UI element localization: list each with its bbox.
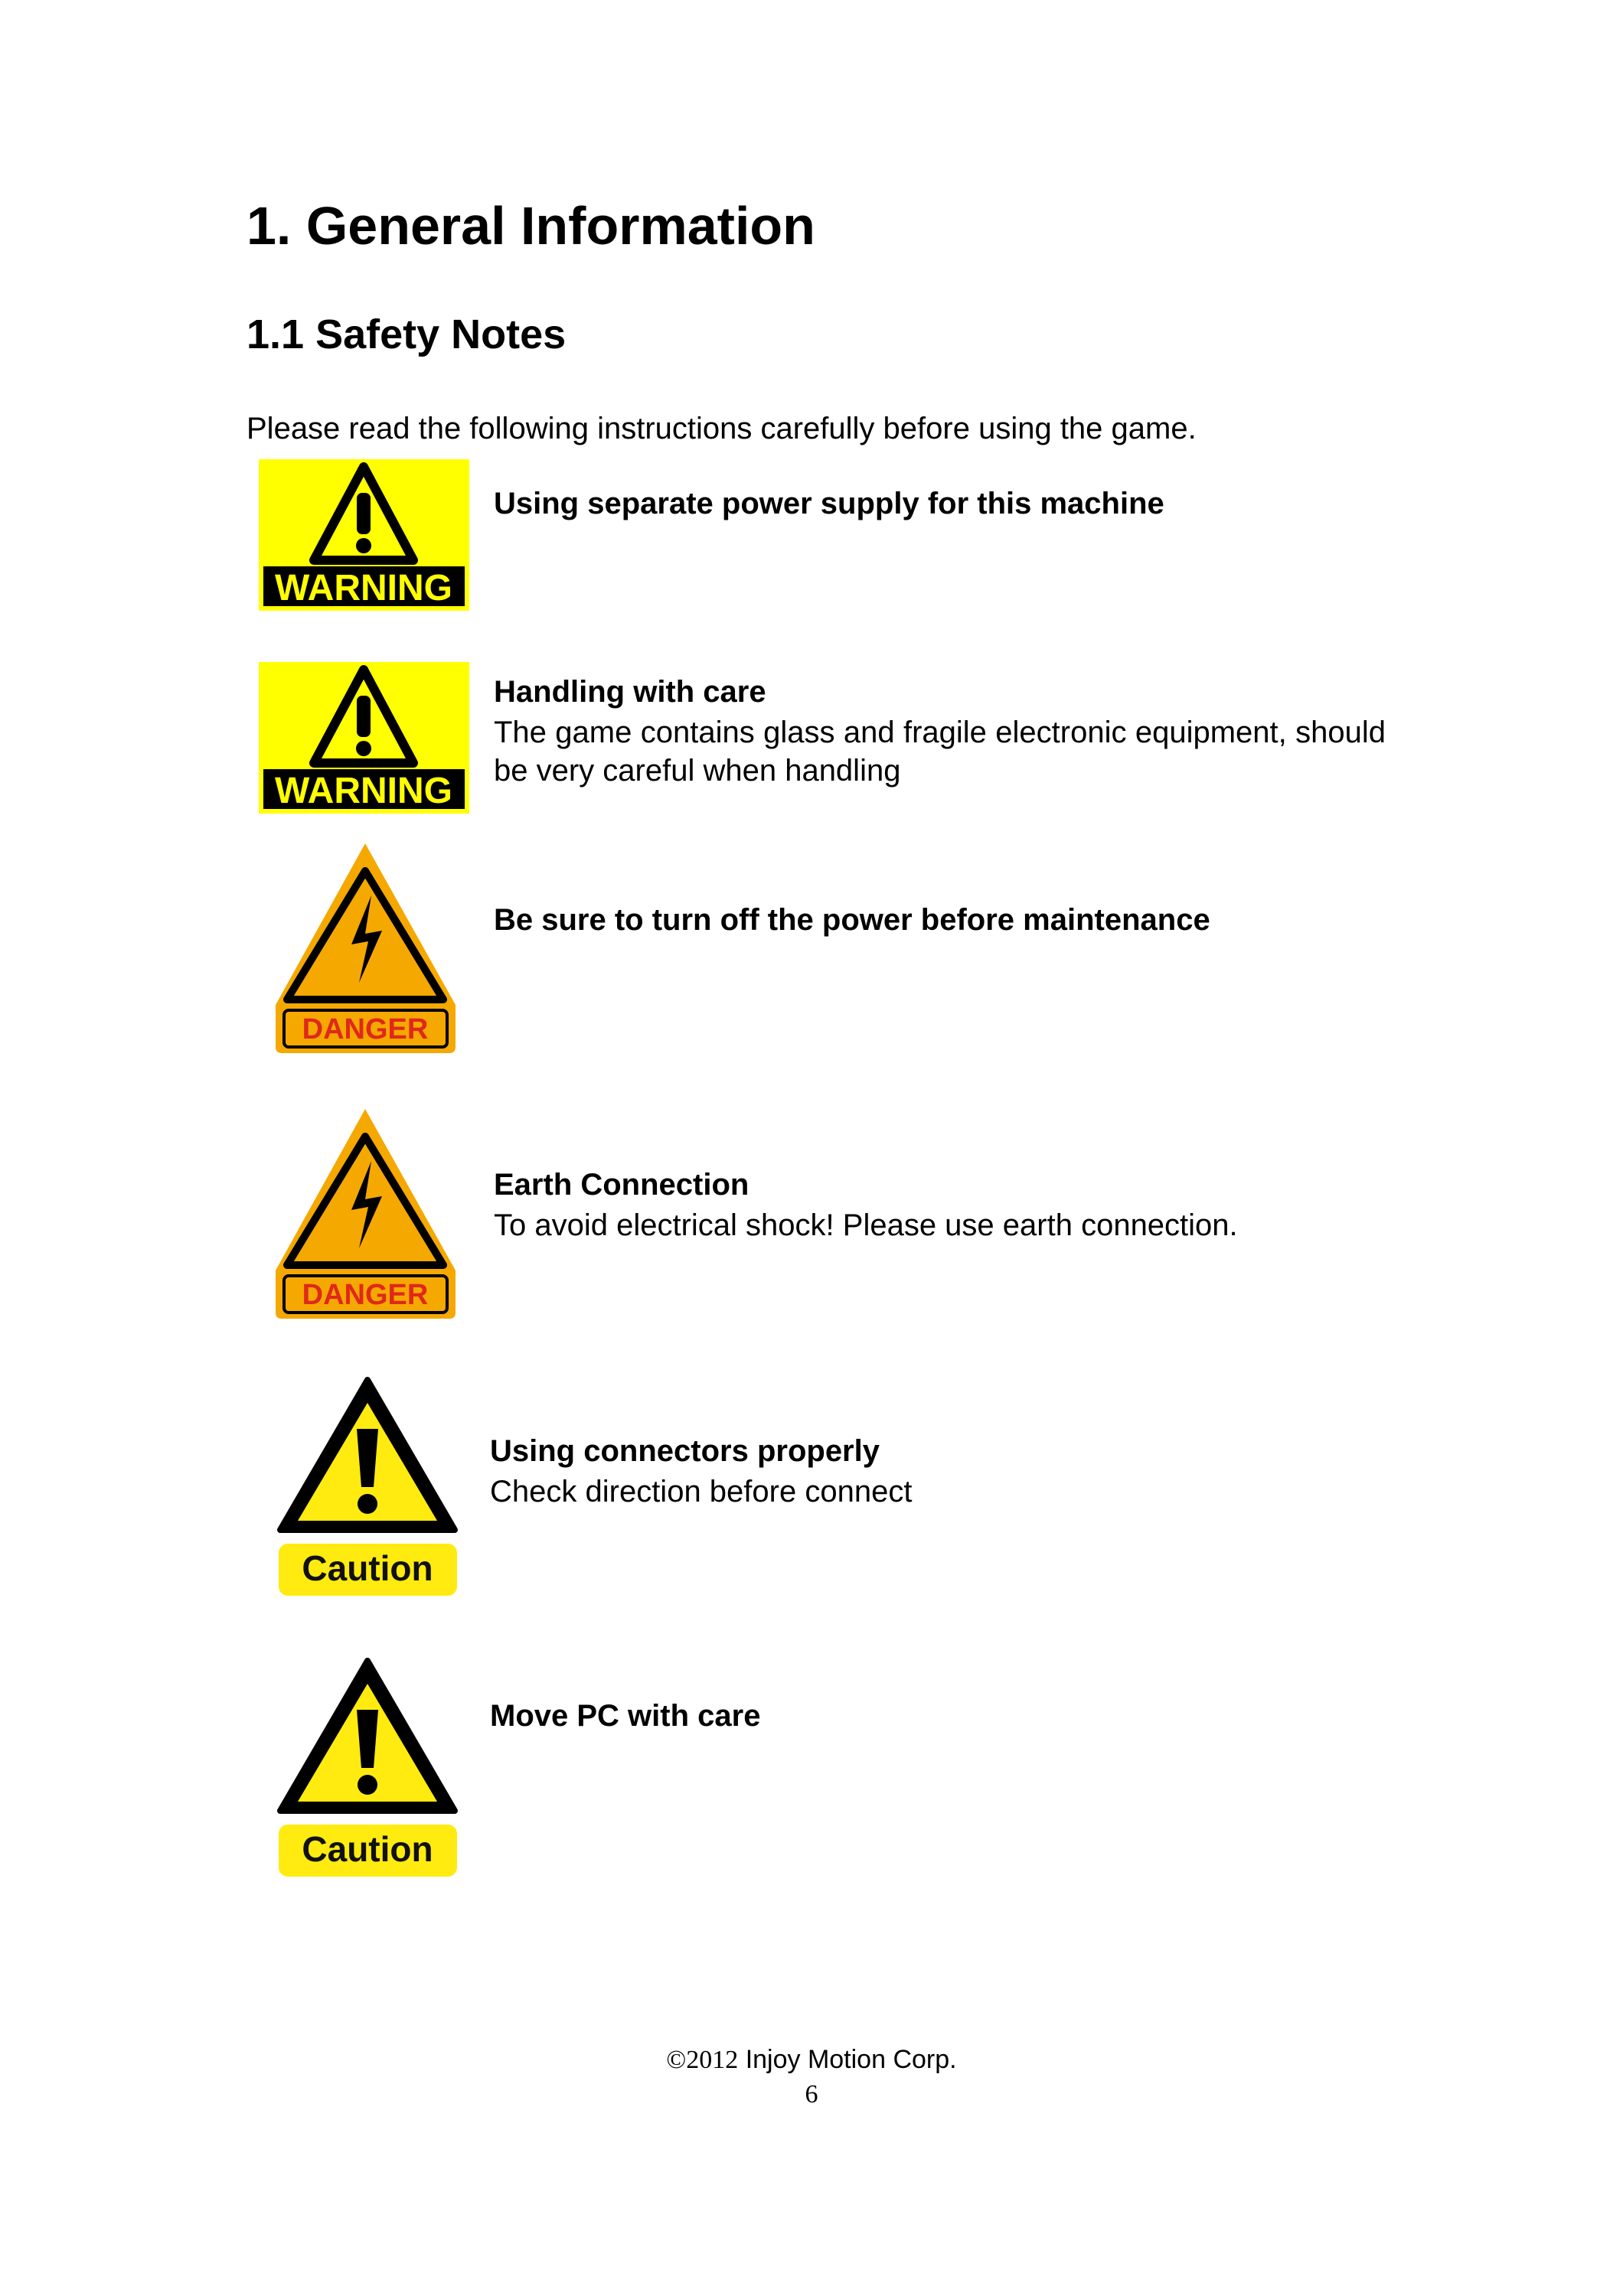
note-title-5: Using connectors properly [490,1434,880,1468]
svg-text:DANGER: DANGER [302,1013,429,1045]
intro-text: Please read the following instructions carefully before using the game. [247,412,1197,445]
warning-sign [259,459,469,611]
footer-copyright [0,2045,1623,2075]
note-title-4: Earth Connection [494,1168,749,1202]
svg-text:WARNING: WARNING [275,568,452,608]
caution-sign [274,1655,462,1883]
electric-shock-icon [272,840,459,1056]
page-title: 1. General Information [247,196,815,256]
page-number: 6 [805,2080,818,2108]
note-title-6: Move PC with care [490,1699,761,1733]
note-text-4: To avoid electrical shock! Please use earth connection. [494,1208,1238,1242]
svg-text:Caution: Caution [302,1548,433,1588]
warning-sign [259,662,469,814]
company-name: Injoy Motion Corp. [745,2045,957,2074]
svg-text:WARNING: WARNING [275,771,452,811]
caution-sign [274,1374,462,1602]
warning-icon [259,662,469,814]
note-text-2: The game contains glass and fragile electronic equipment, should be very careful when handling [494,716,1386,788]
note-title-1: Using separate power supply for this machine [494,487,1164,520]
exclamation-icon [274,1655,462,1883]
copyright-year: ©2012 [666,2046,739,2074]
svg-text:Caution: Caution [302,1829,433,1869]
section-title: 1.1 Safety Notes [247,311,567,357]
svg-text:DANGER: DANGER [302,1279,429,1311]
exclamation-icon [274,1374,462,1602]
danger-sign [272,840,459,1056]
electric-shock-icon [272,1106,459,1322]
note-text-5: Check direction before connect [490,1475,913,1508]
danger-sign [272,1106,459,1322]
note-title-2: Handling with care [494,675,766,709]
warning-icon [259,459,469,611]
note-title-3: Be sure to turn off the power before maintenance [494,903,1210,937]
